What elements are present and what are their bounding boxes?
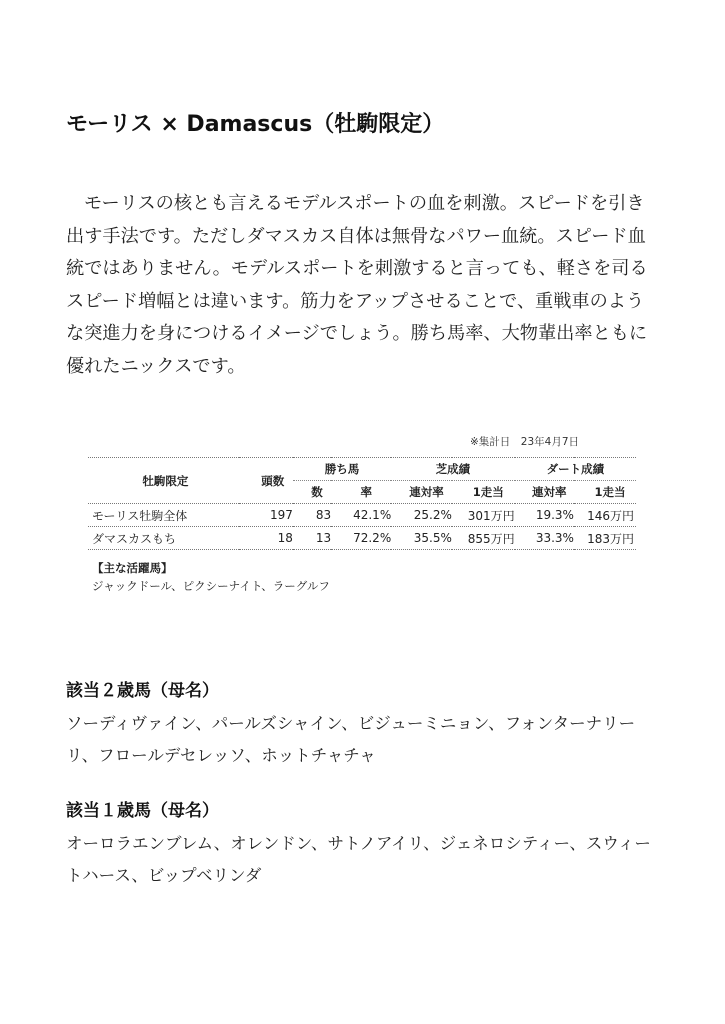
- header-heads: 頭数: [239, 458, 293, 504]
- row-dirt-rentai: 19.3%: [515, 504, 574, 527]
- one-year-old-heading: 該当１歳馬（母名）: [66, 801, 219, 821]
- row-dirt-per-start: 183万円: [574, 527, 636, 550]
- row-dirt-per-start: 146万円: [574, 504, 636, 527]
- row-dirt-rentai: 33.3%: [515, 527, 574, 550]
- notable-horses: [92, 559, 330, 595]
- header-turf-rentai: 連対率: [391, 481, 452, 504]
- notable-horses-label: 【主な活躍馬】: [92, 561, 173, 575]
- row-winners-rate: 42.1%: [331, 504, 391, 527]
- row-turf-per-start: 855万円: [452, 527, 515, 550]
- row-name: モーリス牡駒全体: [88, 504, 239, 527]
- two-year-old-names: ソーディヴァイン、パールズシャイン、ビジューミニョン、フォンターナリーリ、フロールデセレッソ、ホットチャチャ: [66, 714, 636, 765]
- row-heads: 18: [239, 527, 293, 550]
- header-winners-group: 勝ち馬: [293, 458, 391, 481]
- date-note: ※集計日 23年4月7日: [470, 436, 580, 448]
- table-header-row: [88, 458, 636, 481]
- header-dirt-per-start: 1走当: [574, 481, 636, 504]
- row-turf-rentai: 25.2%: [391, 504, 452, 527]
- row-winners-count: 13: [293, 527, 331, 550]
- two-year-old-section: [66, 680, 666, 772]
- notable-horses-list: ジャックドール、ピクシーナイト、ラーグルフ: [92, 579, 330, 593]
- intro-paragraph: モーリスの核とも言えるモデルスポートの血を刺激。スピードを引き出す手法です。ただしダマスカス自体は無骨なパワー血統。スピード血統ではありません。モデルスポートを刺激すると言っても、軽さを司るスピード増幅とは違います。筋力をアップさせることで、重戦車のような突進力を身につけるイメージでしょう。勝ち馬率、大物輩出率ともに優れたニックスです。: [66, 193, 648, 377]
- table-row: [88, 527, 636, 550]
- row-heads: 197: [239, 504, 293, 527]
- row-turf-per-start: 301万円: [452, 504, 515, 527]
- header-name: 牡駒限定: [88, 458, 239, 504]
- header-winners-rate: 率: [331, 481, 391, 504]
- row-name: ダマスカスもち: [88, 527, 239, 550]
- header-dirt-group: ダート成績: [515, 458, 636, 481]
- two-year-old-heading: 該当２歳馬（母名）: [66, 681, 219, 701]
- one-year-old-names: オーロラエンブレム、オレンドン、サトノアイリ、ジェネロシティー、スウィートハース、ビップベリンダ: [66, 834, 651, 885]
- table-row: [88, 504, 636, 527]
- header-turf-per-start: 1走当: [452, 481, 515, 504]
- header-turf-group: 芝成績: [391, 458, 514, 481]
- header-winners-count: 数: [293, 481, 331, 504]
- stats-table: [88, 457, 636, 550]
- row-winners-rate: 72.2%: [331, 527, 391, 550]
- header-dirt-rentai: 連対率: [515, 481, 574, 504]
- page-title: モーリス × Damascus（牡駒限定）: [66, 111, 445, 137]
- row-winners-count: 83: [293, 504, 331, 527]
- one-year-old-section: [66, 800, 666, 892]
- row-turf-rentai: 35.5%: [391, 527, 452, 550]
